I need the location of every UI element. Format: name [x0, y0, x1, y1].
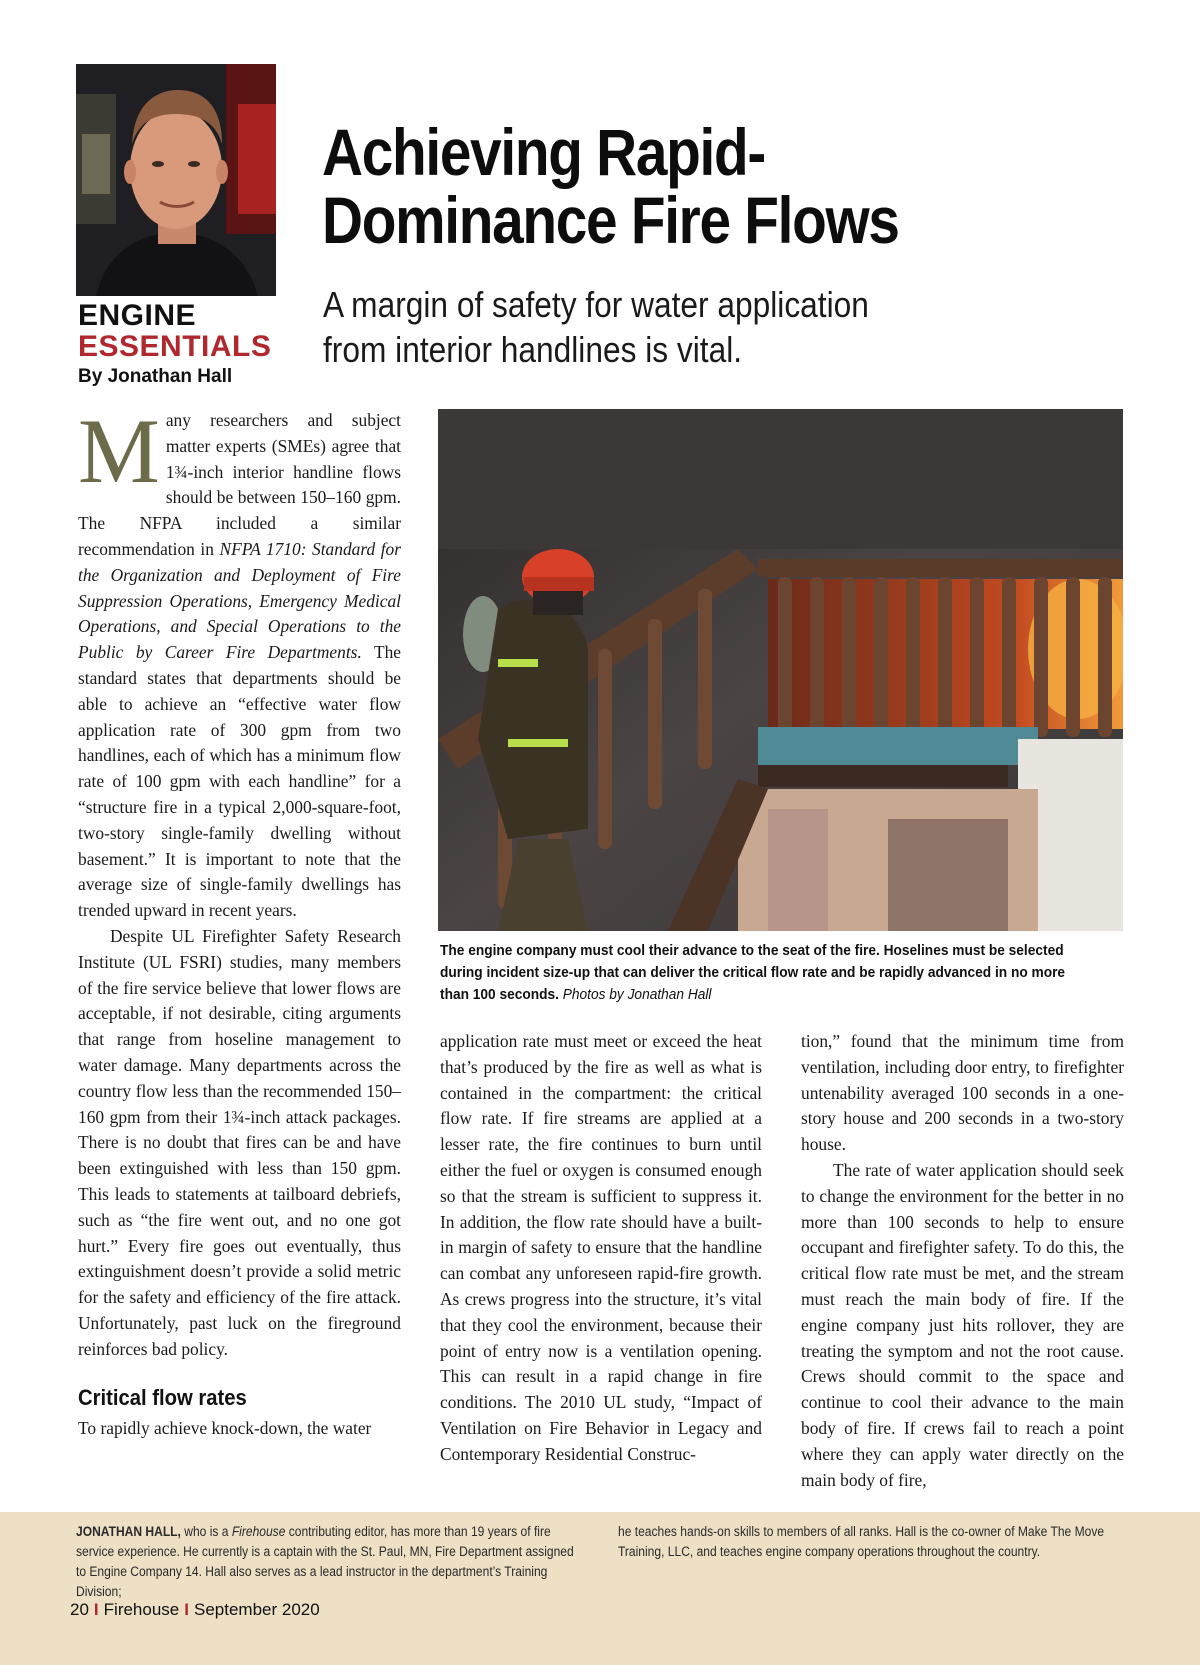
folio-separator-2: I	[184, 1600, 189, 1619]
publication-name: Firehouse	[103, 1600, 180, 1619]
paragraph-1-text-b: The standard states that departments should be able to achieve an “effective water flow application rate of 300 gpm from two handlines, each of which has a minimum flow rate of 100 gpm with each handline” for a “structure fire in a typical 2,000-square-foot, two-story single-family dwelling without basement.” It is important to note that the average size of single-family dwellings has trended upward in recent years.	[78, 642, 401, 921]
author-bio-name: JONATHAN HALL,	[76, 1524, 181, 1539]
author-bio-left	[76, 1522, 580, 1602]
photo-caption	[440, 940, 1083, 1006]
issue-date: September 2020	[194, 1600, 320, 1619]
section-tag-line2: ESSENTIALS	[78, 330, 272, 363]
headline: Achieving Rapid-Dominance Fire Flows	[322, 115, 899, 257]
byline: By Jonathan Hall	[78, 366, 233, 387]
section-tag	[78, 300, 271, 362]
article-column-3	[801, 1029, 1124, 1493]
paragraph-3-continued: application rate must meet or exceed the heat that’s produced by the fire as well as what is contained in the compartment: the critical flow rate. If fire streams are applied at a lesser rate, the fire continues to burn until either the fuel or oxygen is consumed enough so that the stream is sufficient to suppress it. In addition, the flow rate should have a built-in margin of safety to ensure that the handline can combat any unforeseen rapid-fire growth. As crews progress into the structure, it’s vital that they cool the environment, because their point of entry now is a ventilation opening. This can result in a rapid change in fire conditions. The 2010 UL study, “Impact of Ventilation on Fire Behavior in Legacy and Contemporary Residential Construc-	[440, 1031, 762, 1464]
subhead-critical-flow-rates: Critical flow rates	[78, 1385, 247, 1411]
author-photo	[76, 64, 276, 296]
paragraph-1	[78, 400, 401, 924]
paragraph-1-text-a: any researchers and subject matter experts (SMEs) agree that 1¾-inch interior handline flows should be between 150–160 gpm. The NFPA included a similar recommendation in	[78, 410, 401, 559]
paragraph-2: Despite UL Firefighter Safety Research Institute (UL FSRI) studies, many members of the fire service believe that lower flows are acceptable, if not desirable, citing arguments that range from hoseline management to water damage. Many departments across the country flow less than the recommended 150–160 gpm from their 1¾-inch attack packages. There is no doubt that fires can be and have been extinguished with less than 150 gpm. This leads to statements at tailboard debriefs, such as “the fire went out, and no one got hurt.” Every fire goes out eventually, thus extinguishment doesn’t provide a solid metric for the safety and efficiency of the fire attack. Unfortunately, past luck on the fireground reinforces bad policy.	[78, 925, 401, 1359]
author-bio-right: he teaches hands-on skills to members of all ranks. Hall is the co-owner of Make The Move Training, LLC, and teaches engine company operations throughout the country.	[618, 1524, 1105, 1559]
page-number: 20	[70, 1600, 89, 1619]
firefighter-stairwell-image	[438, 409, 1123, 931]
page-folio	[70, 1600, 320, 1620]
paragraph-1-standard-title: NFPA 1710: Standard for the Organization and Deployment of Fire Suppression Operations, Emergency Medical Operations, and Special Operations to the Public by Career Fire Departments.	[78, 538, 401, 663]
photo-caption-text: The engine company must cool their advance to the seat of the fire. Hoselines must be selected during incident size-up that can deliver the critical flow rate and be rapidly advanced in no more than 100 seconds.	[440, 943, 1066, 1003]
article-column-1	[78, 400, 401, 1442]
author-bio-text-a: who is a	[180, 1524, 232, 1539]
paragraph-4: The rate of water application should seek to change the environment for the better in no more than 100 seconds to help to ensure occupant and firefighter safety. To do this, the critical flow rate must be met, and the stream must reach the main body of fire. If the engine company just hits rollover, they are treating the symptom and not the root cause. Crews should commit to the space and continue to cool their advance to the main body of fire. If crews fail to reach a point where they can apply water directly on the main body of fire,	[801, 1159, 1124, 1490]
author-bio-magazine: Firehouse	[231, 1524, 286, 1539]
deck: A margin of safety for water application from interior handlines is vital.	[323, 284, 869, 370]
photo-credit: Photos by Jonathan Hall	[562, 987, 712, 1003]
section-tag-line1: ENGINE	[78, 299, 197, 332]
paragraph-3-end: tion,” found that the minimum time from ventilation, including door entry, to firefighter untenability averaged 100 seconds in a one-story house and 200 seconds in a two-story house.	[801, 1031, 1124, 1155]
paragraph-3-start: To rapidly achieve knock-down, the water	[78, 1418, 372, 1439]
drop-cap: M	[78, 400, 160, 502]
main-photo	[438, 409, 1123, 931]
author-portrait-image	[76, 64, 276, 296]
article-column-2	[440, 1029, 762, 1468]
folio-separator: I	[93, 1600, 99, 1619]
author-bio-text-b: contributing editor, has more than 19 years of fire service experience. He currently is a captain with the St. Paul, MN, Fire Department assigned to Engine Company 14. Hall also serves as a lead instructor in the department’s Training Division;	[76, 1524, 574, 1599]
